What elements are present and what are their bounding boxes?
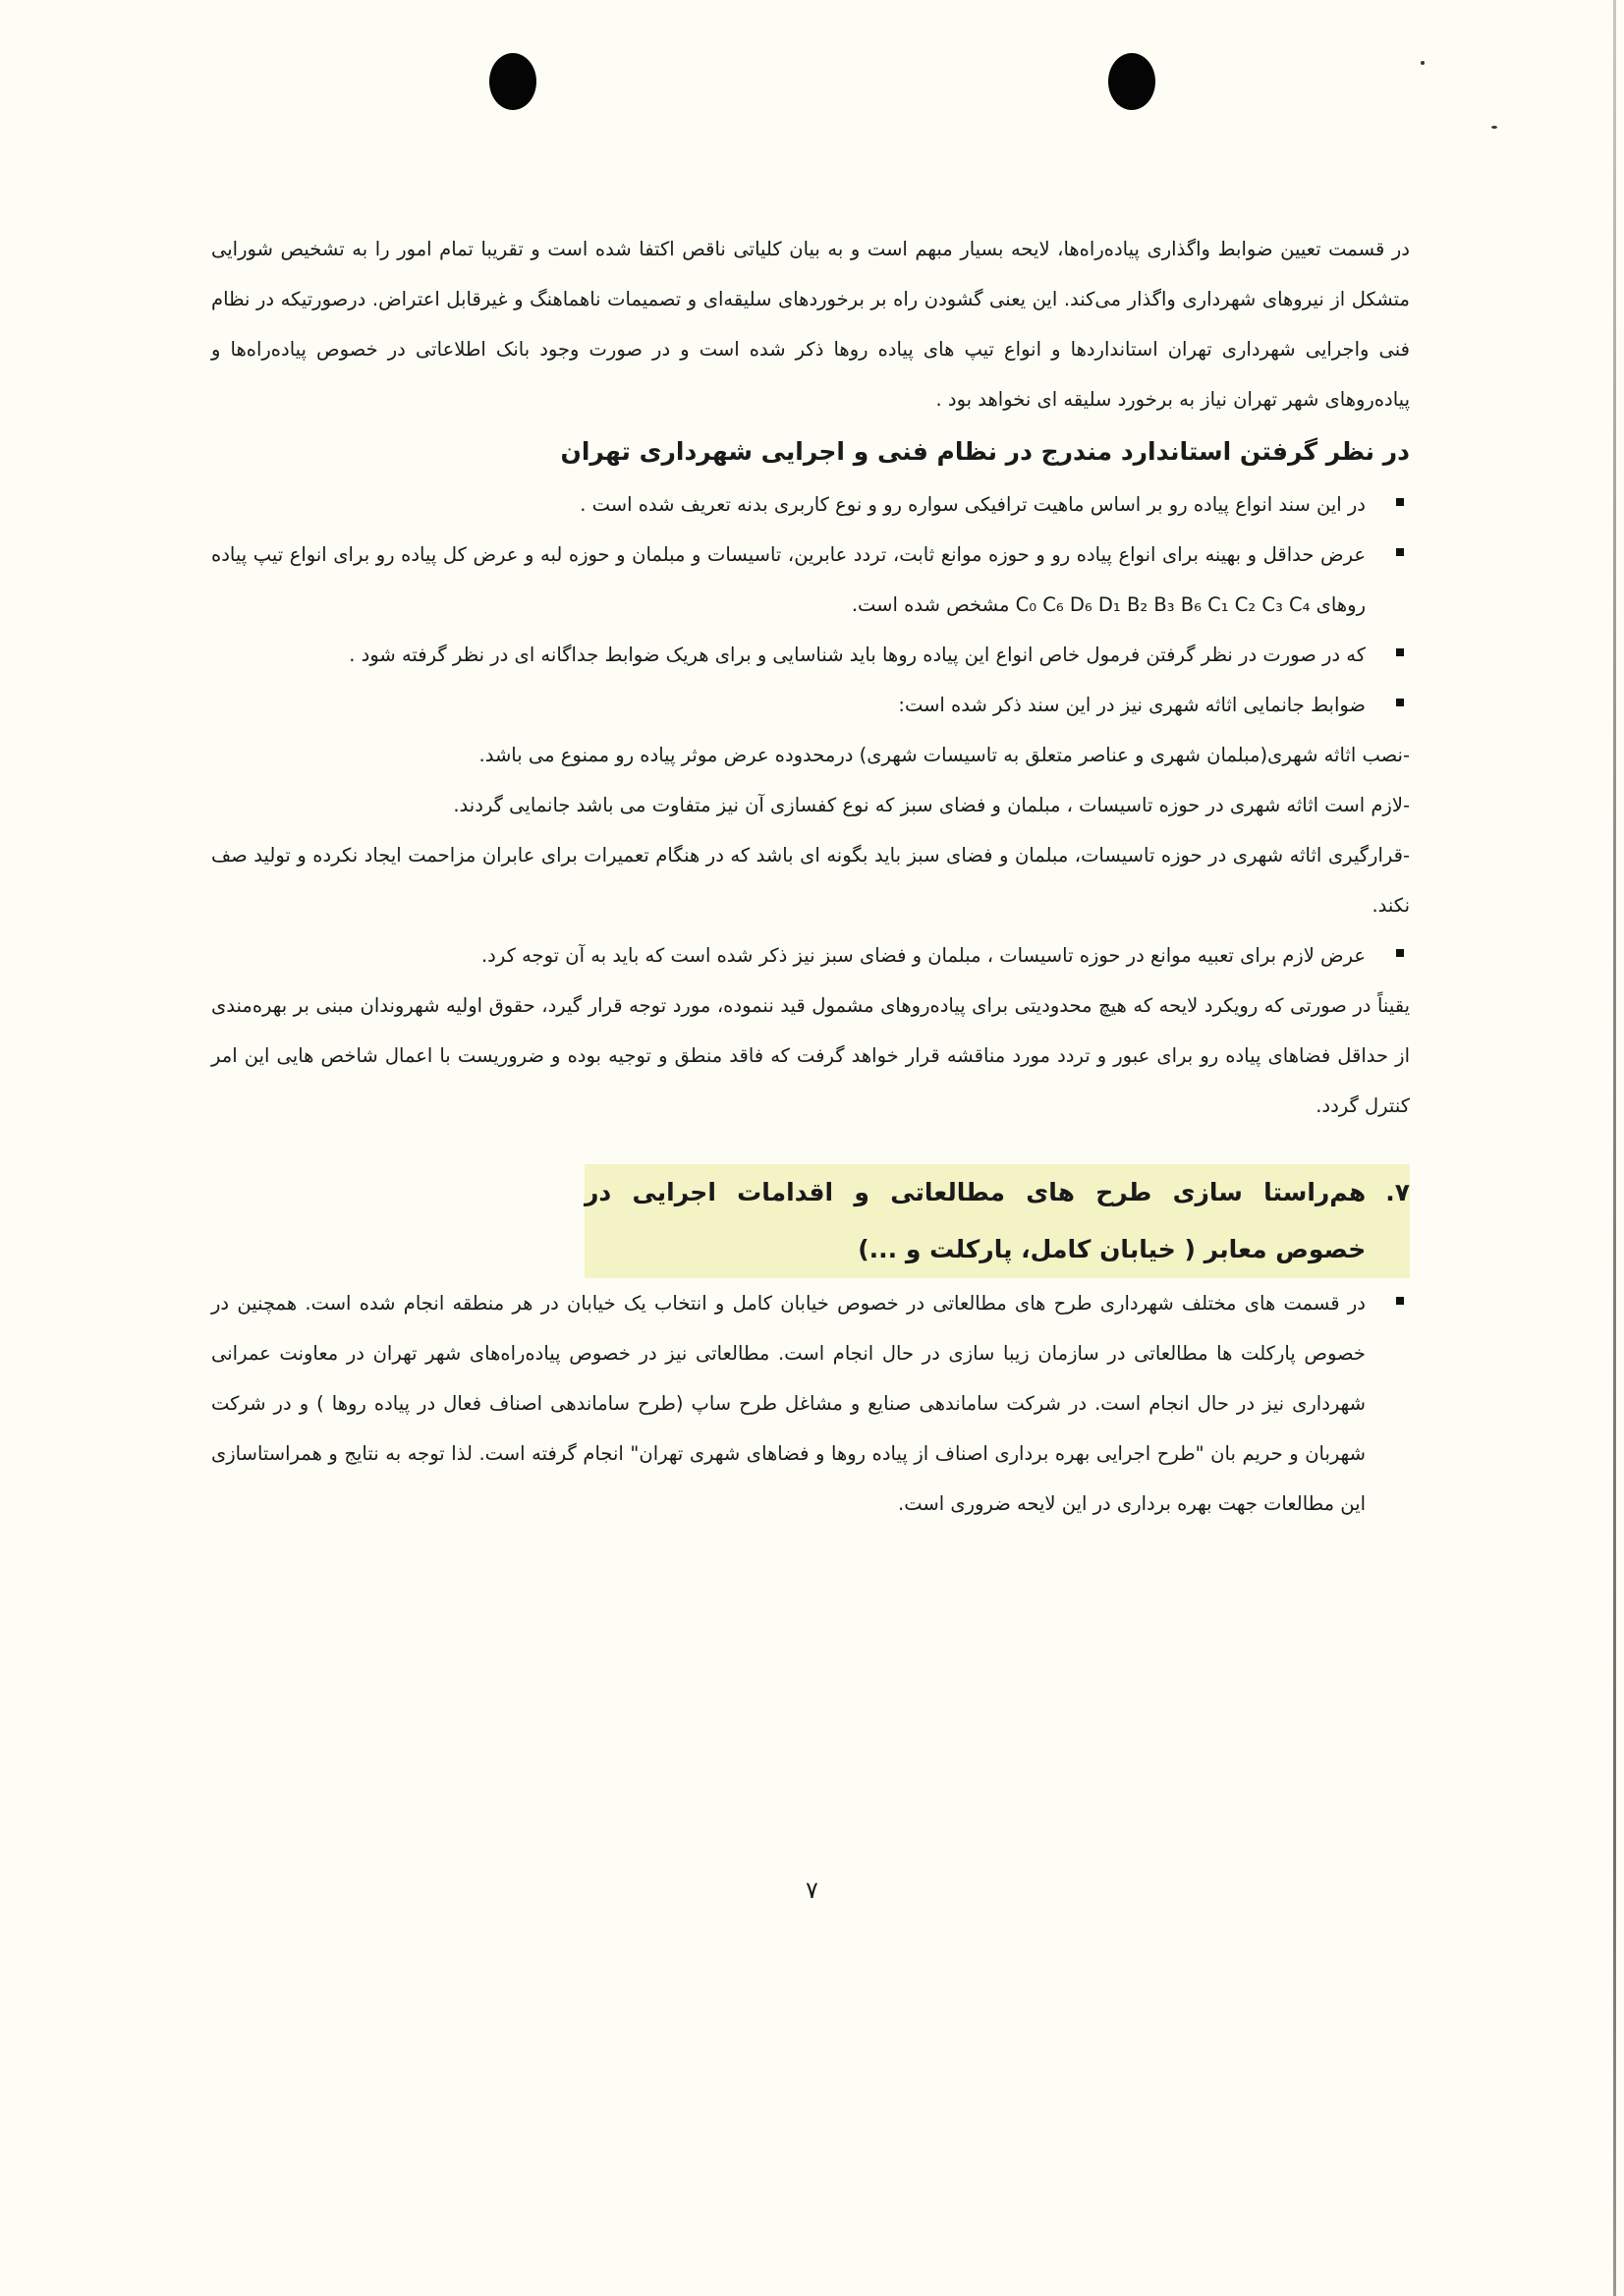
furniture-rule: -لازم است اثاثه شهری در حوزه تاسیسات ، مبلمان و فضای سبز که نوع کفسازی آن نیز متفاوت می باشد جانمایی گردند.	[453, 794, 1410, 816]
list-item: در قسمت های مختلف شهرداری طرح های مطالعاتی در خصوص خیابان کامل و انتخاب یک خیابان در هر منطقه انجام شده است. همچنین در خصوص پارکلت ها مطالعاتی در سازمان زیبا سازی در حال انجام است. مطالعاتی نیز در خصوص پیاده‌راه‌های شهر تهران در معاونت عمرانی شهرداری نیز در حال انجام است. در شرکت ساماندهی صنایع و مشاغل طرح ساپ (طرح ساماندهی اصناف فعال در پیاده روها ) و در شرکت شهربان و حریم بان "طرح اجرایی بهره برداری اصناف از پیاده روها و فضاهای شهری تهران" انجام گرفته است. لذا توجه به نتایج و همراستاسازی این مطالعات جهت بهره برداری در این لایحه ضروری است.	[211, 1278, 1410, 1529]
list-item: که در صورت در نظر گرفتن فرمول خاص انواع این پیاده روها باید شناسایی و برای هریک ضوابط جداگانه ای در نظر گرفته شود .	[211, 630, 1410, 680]
square-bullet-icon	[1396, 648, 1404, 656]
list-item: عرض لازم برای تعبیه موانع در حوزه تاسیسات ، مبلمان و فضای سبز نیز ذکر شده است که باید به آن توجه کرد.	[211, 930, 1410, 980]
obstacles-bullet-list	[211, 930, 1410, 980]
document-body	[211, 224, 1410, 1529]
punch-hole-left	[489, 53, 536, 110]
list-item: ضوابط جانمایی اثاثه شهری نیز در این سند ذکر شده است:	[211, 680, 1410, 730]
furniture-rules	[211, 730, 1410, 930]
standards-heading: در نظر گرفتن استاندارد مندرج در نظام فنی و اجرایی شهرداری تهران	[560, 437, 1410, 466]
scan-speck	[1491, 126, 1497, 129]
square-bullet-icon	[1396, 699, 1404, 706]
list-item: عرض حداقل و بهینه برای انواع پیاده رو و حوزه موانع ثابت، تردد عابرین، تاسیسات و مبلمان و حوزه لبه و عرض کل پیاده رو برای انواع تیپ پیاده روهای C₀ C₆ D₆ D₁ B₂ B₃ B₆ C₁ C₂ C₃ C₄ مشخص شده است.	[211, 530, 1410, 630]
square-bullet-icon	[1396, 548, 1404, 556]
section7-bullet-list	[211, 1278, 1410, 1529]
page-number: ۷	[806, 1876, 818, 1904]
punch-hole-right	[1108, 53, 1155, 110]
page-edge-shadow	[1613, 0, 1616, 2296]
furniture-rule: -نصب اثاثه شهری(مبلمان شهری و عناصر متعلق به تاسیسات شهری) درمحدوده عرض موثر پیاده رو ممنوع می باشد.	[478, 744, 1410, 766]
square-bullet-icon	[1396, 1297, 1404, 1305]
section-number: ۷.	[1385, 1178, 1410, 1206]
scan-speck	[1421, 61, 1425, 65]
section-7-heading	[585, 1164, 1410, 1278]
square-bullet-icon	[1396, 498, 1404, 506]
list-item: در این سند انواع پیاده رو بر اساس ماهیت ترافیکی سواره رو و نوع کاربری بدنه تعریف شده است .	[211, 479, 1410, 530]
intro-paragraph: در قسمت تعیین ضوابط واگذاری پیاده‌راه‌ها، لایحه بسیار مبهم است و به بیان کلیاتی ناقص اکتفا شده است و تقریبا تمام امور را به تشخیص شورایی متشکل از نیروهای شهرداری واگذار می‌کند. این یعنی گشودن راه بر برخوردهای سلیقه‌ای و تصمیمات ناهماهنگ و غیرقابل اعتراض. درصورتیکه در نظام فنی واجرایی شهرداری تهران استانداردها و انواع تیپ های پیاده روها ذکر شده است و در صورت وجود بانک اطلاعاتی در خصوص پیاده‌راه‌ها و پیاده‌روهای شهر تهران نیاز به برخورد سلیقه ای نخواهد بود .	[211, 238, 1410, 411]
furniture-rule: -قرارگیری اثاثه شهری در حوزه تاسیسات، مبلمان و فضای سبز باید بگونه ای باشد که در هنگام تعمیرات برای عابران مزاحمت ایجاد نکرده و تولید صف نکند.	[211, 844, 1410, 917]
section-title: هم‌راستا سازی طرح های مطالعاتی و اقدامات اجرایی در خصوص معابر ( خیابان کامل، پارکلت و ...)	[585, 1178, 1367, 1263]
square-bullet-icon	[1396, 949, 1404, 957]
standards-bullet-list	[211, 479, 1410, 730]
conclusion-paragraph: یقیناً در صورتی که رویکرد لایحه که هیچ محدودیتی برای پیاده‌روهای مشمول قید ننموده، مورد توجه قرار گیرد، حقوق اولیه شهروندان مبنی بر بهره‌مندی از حداقل فضاهای پیاده رو برای عبور و تردد مورد مناقشه قرار خواهد گرفت که فاقد منطق و توجیه بوده و ضروریست با اعمال شاخص هایی این امر کنترل گردد.	[211, 994, 1410, 1117]
